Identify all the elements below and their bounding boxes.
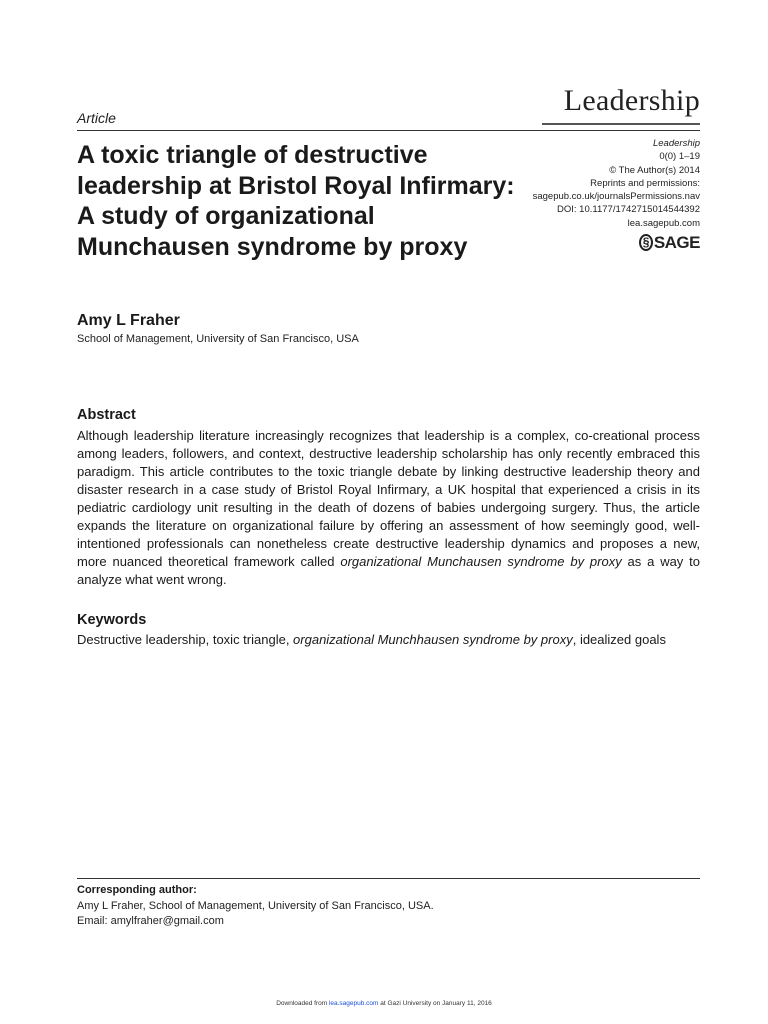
article-title: A toxic triangle of destructive leadership at Bristol Royal Infirmary: A study of organizational Munchausen syndrome by proxy: [77, 141, 515, 261]
abstract-heading: Abstract: [77, 407, 136, 423]
sage-logo-text: SAGE: [653, 232, 700, 252]
download-footer: [0, 1000, 768, 1007]
footer-prefix: Downloaded from: [276, 1000, 329, 1007]
abstract-text-italic: organizational Munchausen syndrome by proxy: [340, 554, 622, 569]
corresponding-author-heading: Corresponding author:: [77, 884, 197, 896]
author-name: Amy L Fraher: [77, 312, 180, 329]
footnote-divider: [77, 878, 700, 879]
journal-logo: Leadership: [563, 84, 700, 117]
keywords-text-end: , idealized goals: [572, 632, 666, 647]
article-type-label: Article: [77, 110, 116, 126]
header-divider: [77, 130, 700, 131]
keywords-heading: Keywords: [77, 612, 147, 628]
abstract-text: [77, 427, 700, 589]
footer-link[interactable]: lea.sagepub.com: [328, 1000, 379, 1007]
sage-emblem-icon: §: [639, 234, 653, 251]
keywords-text-start: Destructive leadership, toxic triangle,: [77, 632, 294, 647]
meta-site-link[interactable]: lea.sagepub.com: [627, 217, 700, 229]
keywords-text: [77, 631, 700, 649]
keywords-text-italic: organizational Munchhausen syndrome by proxy: [293, 632, 573, 647]
abstract-text-main: Although leadership literature increasingly recognizes that leadership is a complex, co-creational process among leaders, followers, and context, destructive leadership scholarship has only recently embraced this paradigm. This article contributes to the toxic triangle debate by linking destructive leadership theory and disaster research in a case study of Bristol Royal Infirmary, a UK hospital that experienced a crisis in its pediatric cardiology unit resulting in the death of dozens of babies undergoing surgery. Thus, the article expands the literature on organizational failure by offering an assessment of how seemingly good, well-intentioned professionals can nonetheless create destructive leadership dynamics and proposes a new, more nuanced theoretical framework called: [77, 428, 700, 569]
logo-underline: [542, 123, 700, 125]
meta-journal: Leadership: [652, 138, 700, 149]
meta-doi[interactable]: DOI: 10.1177/1742715014544392: [557, 204, 700, 216]
meta-permissions-link[interactable]: sagepub.co.uk/journalsPermissions.nav: [532, 191, 700, 203]
abstract-text-end: as a way to analyze what went wrong.: [77, 554, 700, 587]
meta-reprints: Reprints and permissions:: [590, 177, 700, 189]
corresponding-author-email[interactable]: Email: amylfraher@gmail.com: [77, 915, 224, 927]
corresponding-author-address: Amy L Fraher, School of Management, University of San Francisco, USA.: [77, 900, 434, 912]
publication-meta: [533, 137, 700, 251]
footer-suffix: at Gazi University on January 11, 2016: [378, 1000, 492, 1007]
author-affiliation: School of Management, University of San Francisco, USA: [77, 333, 359, 345]
sage-logo: [533, 234, 700, 251]
meta-volume: 0(0) 1–19: [659, 151, 700, 163]
meta-copyright: © The Author(s) 2014: [609, 164, 700, 176]
